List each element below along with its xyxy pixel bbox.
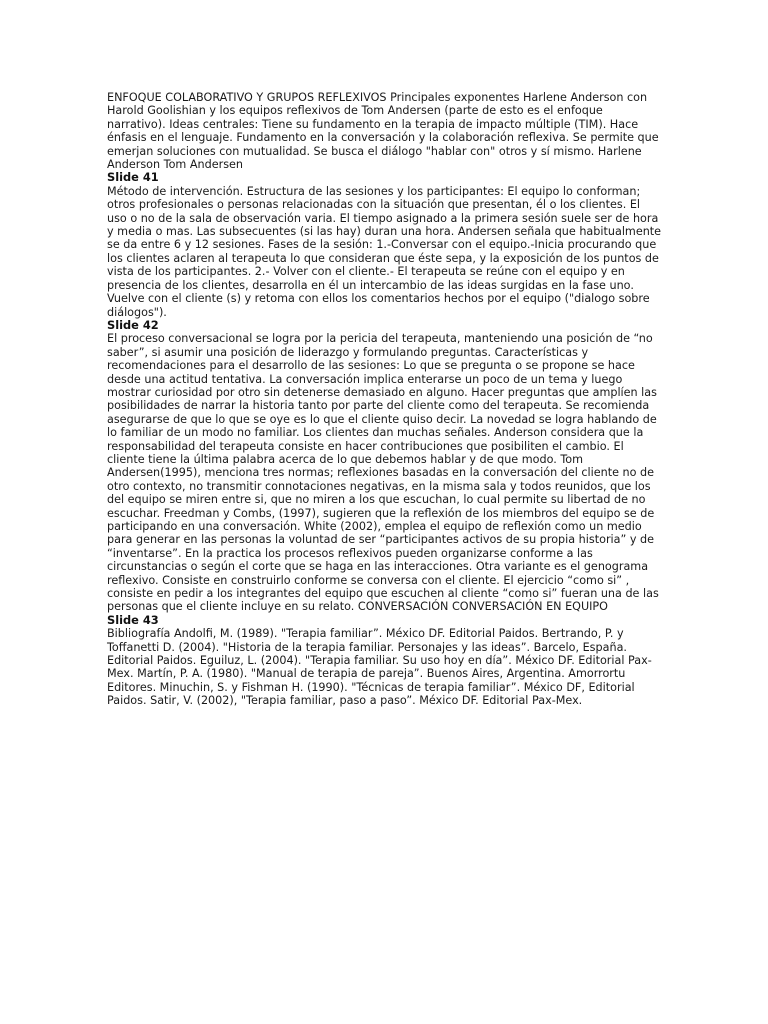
- slide-43-text: Bibliografía Andolfi, M. (1989). "Terapia familiar”. México DF. Editorial Paidos. Bertrando, P. y Toffanetti D. (2004). "Historia de la terapia familiar. Personajes y las ideas”. Barcelo, España. Editorial Paidos. Eguiluz, L. (2004). "Terapia familiar. Su uso hoy en día”. México DF. Editorial Pax-Mex. Martín, P. A. (1980). "Manual de terapia de pareja”. Buenos Aires, Argentina. Amorrortu Editores. Minuchin, S. y Fishman H. (1990). "Técnicas de terapia familiar”. México DF, Editorial Paidos. Satir, V. (2002), "Terapia familiar, paso a paso”. México DF. Editorial Pax-Mex.: [107, 627, 652, 708]
- document-body: [107, 91, 663, 708]
- slide-41-text: Método de intervención. Estructura de las sesiones y los participantes: El equipo lo conforman; otros profesionales o personas relacionadas con la situación que presentan, él o los clientes. El uso o no de la sala de observación varia. El tiempo asignado a la primera sesión suele ser de hora y media o mas. Las subsecuentes (si las hay) duran una hora. Andersen señala que habitualmente se da entre 6 y 12 sesiones. Fases de la sesión: 1.-Conversar con el equipo.-Inicia procurando que los clientes aclaren al terapeuta lo que consideran que éste sepa, y la exposición de los puntos de vista de los participantes. 2.- Volver con el cliente.- El terapeuta se reúne con el equipo y en presencia de los clientes, desarrolla en él un intercambio de las ideas surgidas en la fase uno. Vuelve con el cliente (s) y retoma con ellos los comentarios hechos por el equipo ("dialogo sobre diálogos").: [107, 184, 662, 319]
- intro-paragraph: ENFOQUE COLABORATIVO Y GRUPOS REFLEXIVOS Principales exponentes Harlene Anderson con Harold Goolishian y los equipos reflexivos de Tom Andersen (parte de esto es el enfoque narrativo). Ideas centrales: Tiene su fundamento en la terapia de impacto múltiple (TIM). Hace énfasis en el lenguaje. Fundamento en la conversación y la colaboración reflexiva. Se permite que emerjan soluciones con mutualidad. Se busca el diálogo "hablar con" otros y sí mismo. Harlene Anderson Tom Andersen: [107, 91, 659, 172]
- slide-41-heading: Slide 41: [107, 170, 159, 185]
- slide-43-heading: Slide 43: [107, 612, 159, 627]
- slide-42-text: El proceso conversacional se logra por la pericia del terapeuta, manteniendo una posición de “no saber”, si asumir una posición de liderazgo y formulando preguntas. Características y recomendaciones para el desarrollo de las sesiones: Lo que se pregunta o se propone se hace desde una actitud tentativa. La conversación implica enterarse un poco de un tema y luego mostrar curiosidad por otro sin detenerse demasiado en alguno. Hacer preguntas que amplíen las posibilidades de narrar la historia tanto por parte del cliente como del terapeuta. Se recomienda asegurarse de que lo que se oye es lo que el cliente quiso decir. La novedad se logra hablando de lo familiar de un modo no familiar. Los clientes dan muchas señales. Anderson considera que la responsabilidad del terapeuta consiste en hacer contribuciones que posibiliten el cambio. El cliente tiene la última palabra acerca de lo que debemos hablar y de que modo. Tom Andersen(1995), menciona tres normas; reflexiones basadas en la conversación del cliente no de otro contexto, no transmitir connotaciones negativas, en la misma sala y todos reunidos, que los del equipo se miren entre si, que no miren a los que escuchan, lo cual permite su libertad de no escuchar. Freedman y Combs, (1997), sugieren que la reflexión de los miembros del equipo se de participando en una conversación. White (2002), emplea el equipo de reflexión como un medio para generar en las personas la voluntad de ser “participantes activos de su propia historia” y de “inventarse”. En la practica los procesos reflexivos pueden organizarse conforme a las circunstancias o según el corte que se haga en las interacciones. Otra variante es el genograma reflexivo. Consiste en construirlo conforme se conversa con el cliente. El ejercicio “como si” , consiste en pedir a los integrantes del equipo que escuchen al cliente “como si” fueran una de las personas que el cliente incluye en su relato. CONVERSACIÓN CONVERSACIÓN EN EQUIPO: [107, 332, 659, 614]
- slide-42-heading: Slide 42: [107, 317, 159, 332]
